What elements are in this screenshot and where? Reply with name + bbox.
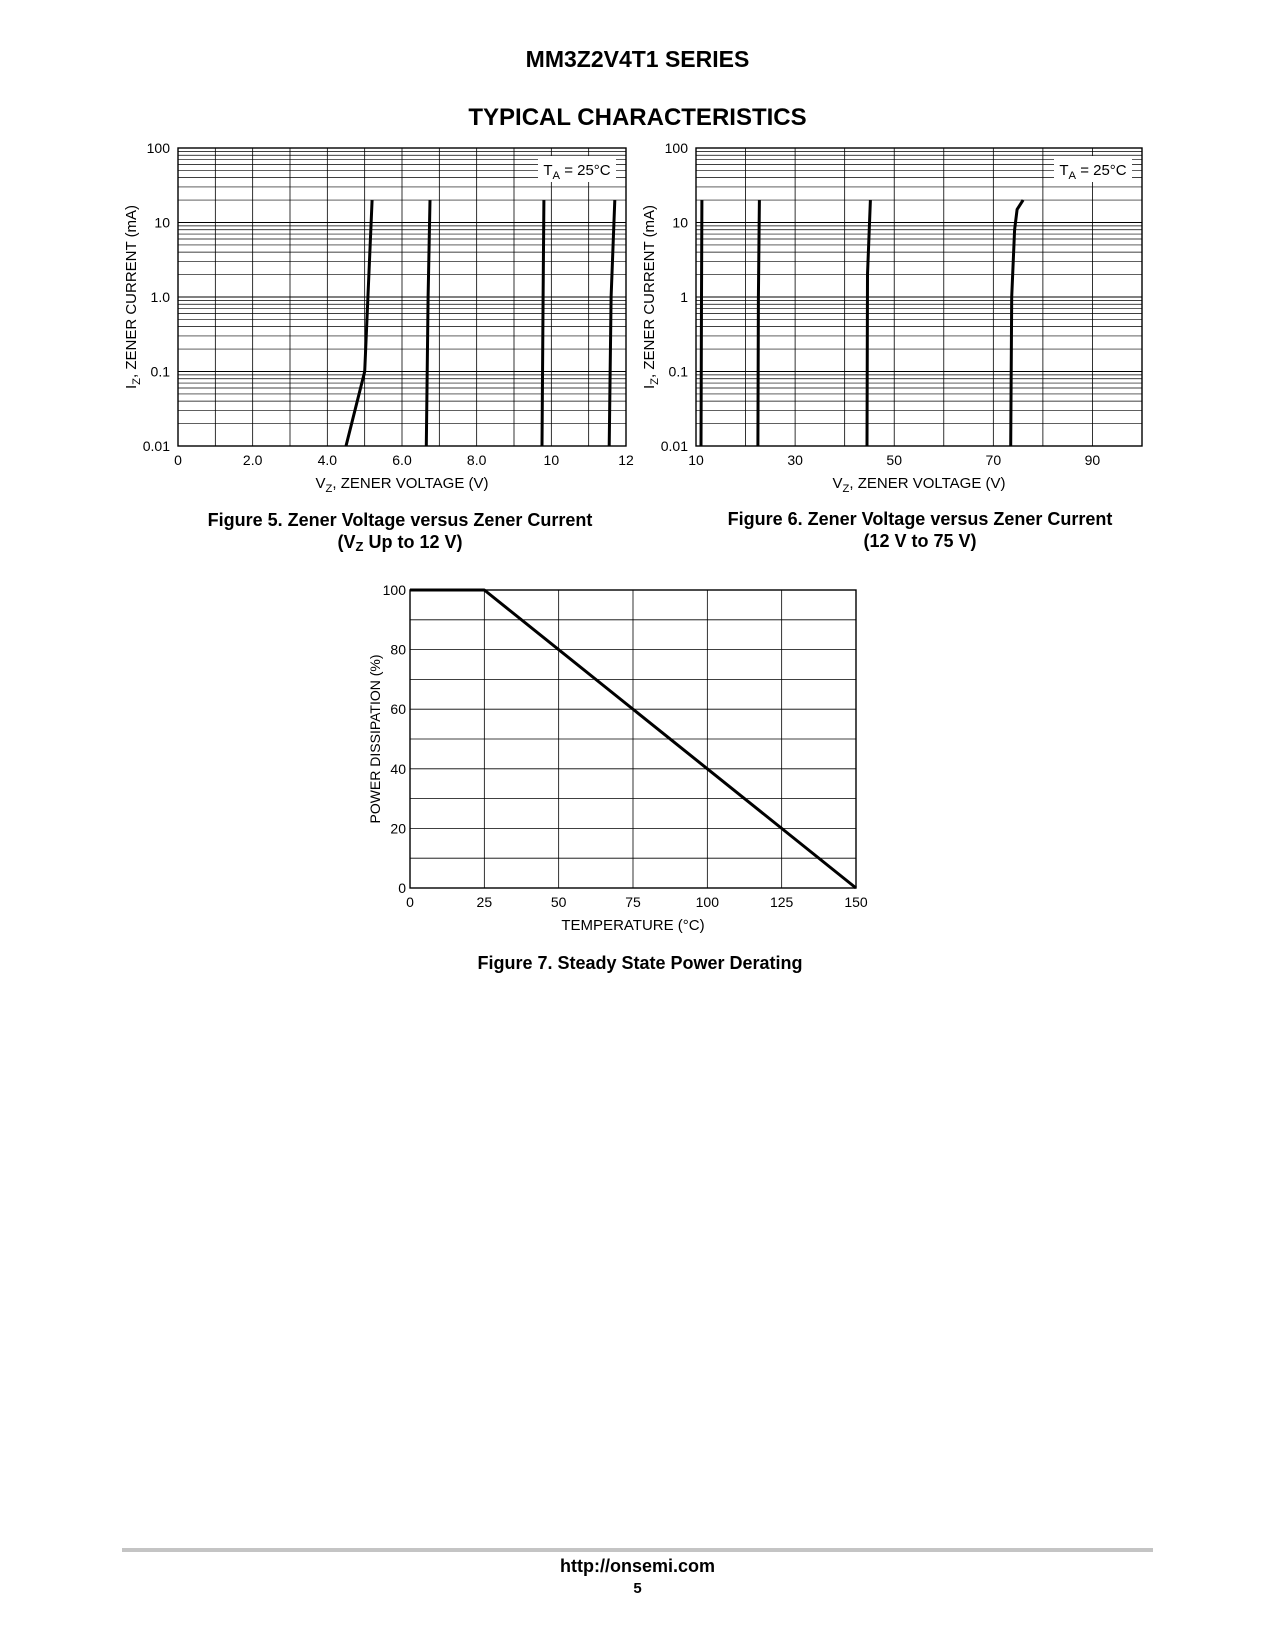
series-curve-2 xyxy=(758,200,760,446)
y-tick-label: 20 xyxy=(390,820,406,837)
x-tick-label: 0 xyxy=(174,452,182,468)
page-number: 5 xyxy=(633,1580,642,1597)
x-tick-label: 70 xyxy=(985,452,1002,468)
x-tick-label: 75 xyxy=(625,894,641,910)
y-tick-label: 10 xyxy=(672,214,688,231)
series-curve-1 xyxy=(346,200,372,446)
figure-5-caption-line1: Figure 5. Zener Voltage versus Zener Current xyxy=(207,510,593,530)
figure-5-caption-line2: ($V_Z$ Up to 12 V) xyxy=(337,532,463,554)
temperature-annotation: $T_A = 25^\circ C$ xyxy=(543,162,611,182)
series-curve-4 xyxy=(609,200,615,446)
figure-6-caption xyxy=(710,508,1130,552)
series-curve-2 xyxy=(426,200,430,446)
footer-url[interactable]: http://onsemi.com xyxy=(559,1556,715,1576)
x-tick-label: 6.0 xyxy=(392,452,412,468)
series-curve-1 xyxy=(701,200,702,446)
y-tick-label: 100 xyxy=(382,582,406,598)
figure-7-caption: Figure 7. Steady State Power Derating xyxy=(477,953,803,973)
temperature-annotation: $T_A = 25^\circ C$ xyxy=(1059,162,1127,182)
x-axis-label: TEMPERATURE (°C) xyxy=(561,917,705,934)
fig6-grid xyxy=(696,148,1142,446)
x-axis-label: $V_Z$, ZENER VOLTAGE (V) xyxy=(832,475,1006,495)
x-tick-label: 10 xyxy=(543,452,560,468)
x-tick-label: 90 xyxy=(1084,452,1101,468)
y-tick-label: 40 xyxy=(390,760,406,777)
series-curve-4 xyxy=(1011,200,1023,446)
y-tick-label: 0.01 xyxy=(660,438,688,454)
y-tick-label: 1.0 xyxy=(150,289,170,305)
x-tick-label: 150 xyxy=(844,894,868,910)
figure-6-chart xyxy=(630,136,1150,498)
figure-6-caption-line2: (12 V to 75 V) xyxy=(863,531,977,551)
y-tick-label: 80 xyxy=(390,641,406,658)
section-title: TYPICAL CHARACTERISTICS xyxy=(468,104,807,131)
x-tick-label: 2.0 xyxy=(242,452,263,468)
figure-6-caption-line1: Figure 6. Zener Voltage versus Zener Current xyxy=(727,509,1113,529)
x-tick-label: 10 xyxy=(688,452,704,468)
fig7-grid xyxy=(410,590,856,888)
series-curve-3 xyxy=(867,200,870,446)
x-tick-label: 125 xyxy=(769,894,794,910)
x-tick-label: 30 xyxy=(787,452,803,468)
x-tick-label: 25 xyxy=(476,894,493,910)
y-tick-label: 100 xyxy=(146,140,170,156)
y-tick-label: 1 xyxy=(680,289,688,305)
x-axis-label: $V_Z$, ZENER VOLTAGE (V) xyxy=(315,475,489,495)
y-axis-label: POWER DISSIPATION (%) xyxy=(367,654,383,824)
y-tick-label: 0.1 xyxy=(150,363,170,380)
x-tick-label: 100 xyxy=(695,894,720,910)
y-tick-label: 10 xyxy=(154,214,170,231)
series-curve-3 xyxy=(542,200,544,446)
y-axis-label: $I_Z$, ZENER CURRENT (mA) xyxy=(641,204,661,390)
y-axis-label: $I_Z$, ZENER CURRENT (mA) xyxy=(123,204,143,390)
y-tick-label: 60 xyxy=(390,701,406,718)
y-tick-label: 0 xyxy=(398,880,406,896)
y-tick-label: 0.01 xyxy=(142,438,170,454)
figure-5-caption xyxy=(190,509,610,558)
x-tick-label: 0 xyxy=(406,894,414,910)
x-tick-label: 50 xyxy=(886,452,903,468)
x-tick-label: 50 xyxy=(550,894,567,910)
y-tick-label: 100 xyxy=(664,140,688,156)
x-tick-label: 4.0 xyxy=(317,452,338,468)
figure-7-chart xyxy=(355,576,875,936)
fig5-grid xyxy=(178,148,626,446)
footer-divider xyxy=(122,1548,1153,1552)
x-tick-label: 8.0 xyxy=(466,452,487,468)
page-title: MM3Z2V4T1 SERIES xyxy=(525,46,750,72)
x-tick-label: 12 xyxy=(618,452,634,468)
figure-5-chart xyxy=(110,136,650,498)
y-tick-label: 0.1 xyxy=(668,363,688,380)
